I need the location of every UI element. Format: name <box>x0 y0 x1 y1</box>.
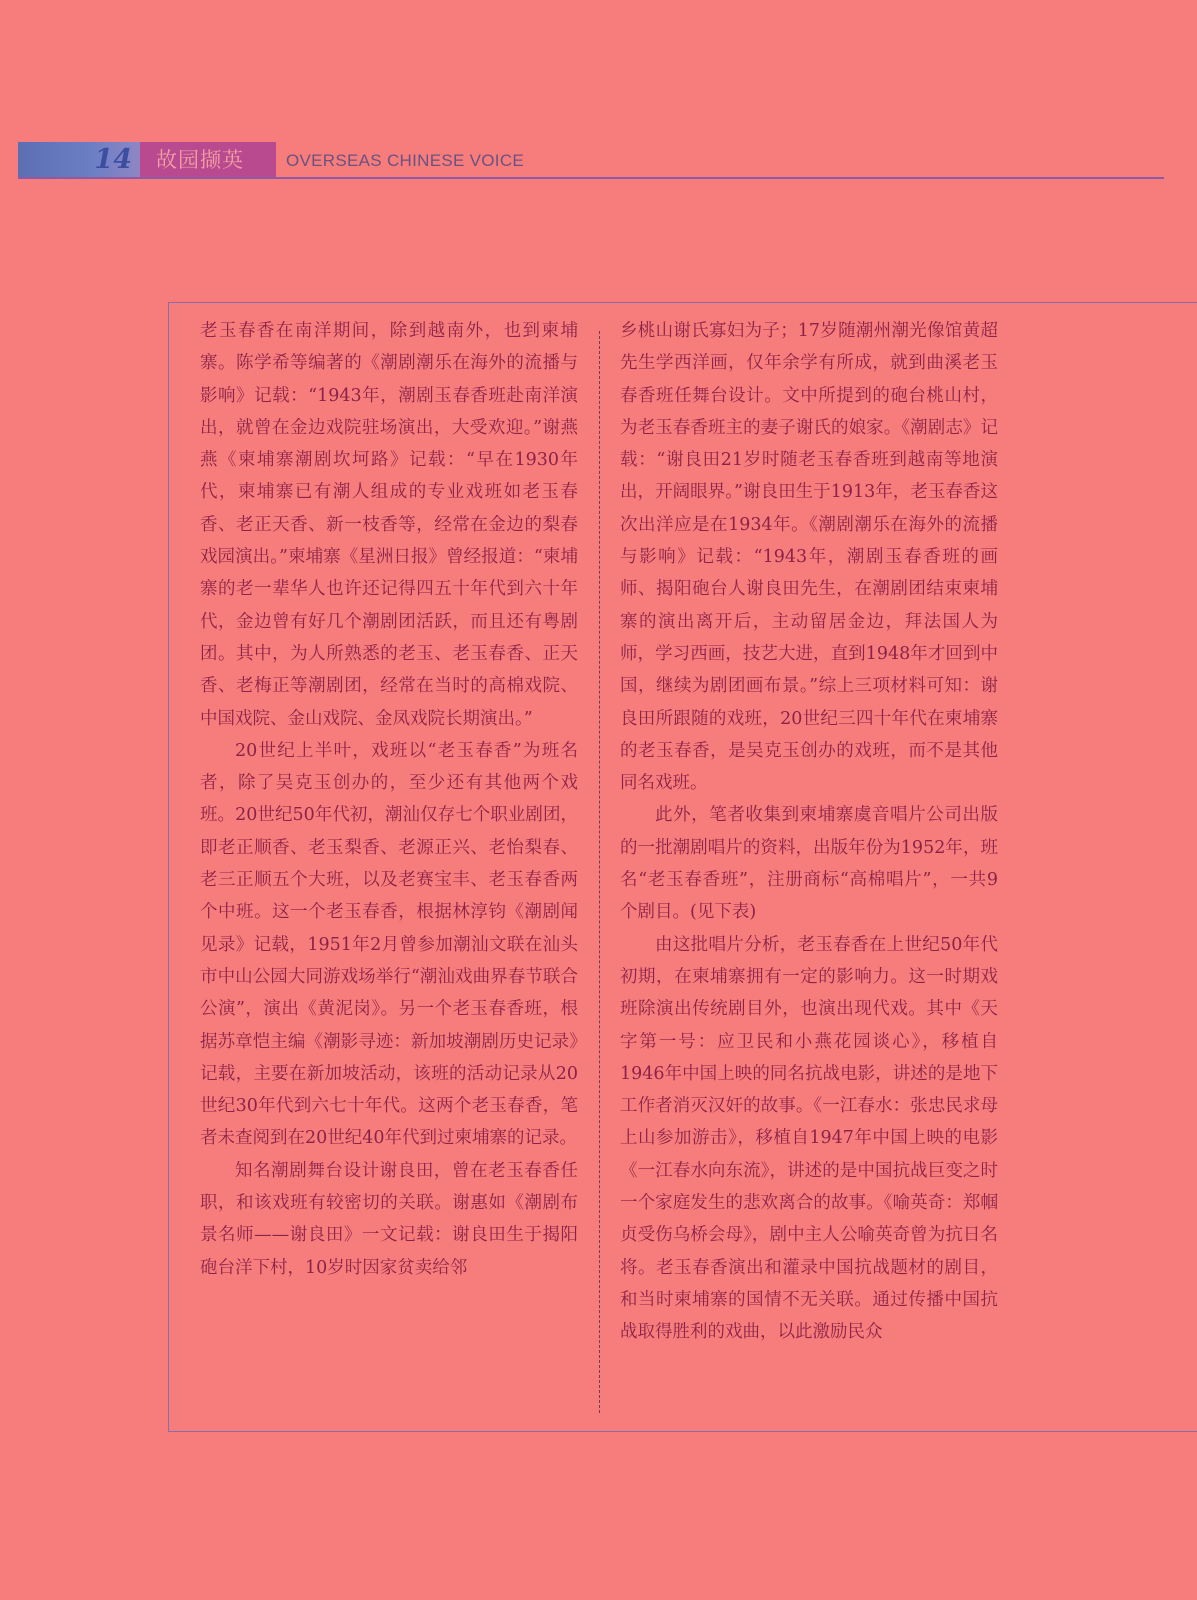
paragraph: 20世纪上半叶，戏班以“老玉春香”为班名者，除了吴克玉创办的，至少还有其他两个戏班。20世纪50年代初，潮汕仅存七个职业剧团，即老正顺香、老玉梨香、老源正兴、老怡梨春、老三正顺五个大班，以及老赛宝丰、老玉春香两个中班。这一个老玉春香，根据林淳钧《潮剧闻见录》记载，1951年2月曾参加潮汕文联在汕头市中山公园大同游戏场举行“潮汕戏曲界春节联合公演”，演出《黄泥岗》。另一个老玉春香班，根据苏章恺主编《潮影寻迹：新加坡潮剧历史记录》记载，主要在新加坡活动，该班的活动记录从20世纪30年代到六七十年代。这两个老玉春香，笔者未查阅到在20世纪40年代到过柬埔寨的记录。 <box>200 740 578 1149</box>
paragraph: 此外，笔者收集到柬埔寨虞音唱片公司出版的一批潮剧唱片的资料，出版年份为1952年，班名“老玉春香班”，注册商标“高棉唱片”，一共9个剧目。(见下表) <box>620 805 998 923</box>
left-column <box>200 315 578 1284</box>
paragraph: 知名潮剧舞台设计谢良田，曾在老玉春香任职，和该戏班有较密切的关联。谢惠如《潮剧布景名师——谢良田》一文记载：谢良田生于揭阳砲台洋下村，10岁时因家贫卖给邻 <box>200 1160 578 1278</box>
magazine-subtitle: OVERSEAS CHINESE VOICE <box>286 151 525 170</box>
paragraph: 由这批唱片分析，老玉春香在上世纪50年代初期，在柬埔寨拥有一定的影响力。这一时期戏班除演出传统剧目外，也演出现代戏。其中《天字第一号：应卫民和小燕花园谈心》，移植自1946年中国上映的同名抗战电影，讲述的是地下工作者消灭汉奸的故事。《一江春水：张忠民求母上山参加游击》，移植自1947年中国上映的电影《一江春水向东流》，讲述的是中国抗战巨变之时一个家庭发生的悲欢离合的故事。《喻英奇：郑帼贞受伤乌桥会母》，剧中主人公喻英奇曾为抗日名将。老玉春香演出和灌录中国抗战题材的剧目，和当时柬埔寨的国情不无关联。通过传播中国抗战取得胜利的戏曲，以此激励民众 <box>620 934 998 1343</box>
column-divider <box>599 331 600 1413</box>
section-name: 故园撷英 <box>140 142 276 178</box>
article-frame <box>168 302 1197 1432</box>
page-header <box>18 142 1164 178</box>
page-number: 14 <box>18 142 140 178</box>
paragraph: 老玉春香在南洋期间，除到越南外，也到柬埔寨。陈学希等编著的《潮剧潮乐在海外的流播与影响》记载：“1943年，潮剧玉春香班赴南洋演出，就曾在金边戏院驻场演出，大受欢迎。”谢燕燕《柬埔寨潮剧坎坷路》记载：“早在1930年代，柬埔寨已有潮人组成的专业戏班如老玉春香、老正天香、新一枝香等，经常在金边的梨春戏园演出。”柬埔寨《星洲日报》曾经报道：“柬埔寨的老一辈华人也许还记得四五十年代到六十年代，金边曾有好几个潮剧团活跃，而且还有粤剧团。其中，为人所熟悉的老玉、老玉春香、正天香、老梅正等潮剧团，经常在当时的高棉戏院、中国戏院、金山戏院、金凤戏院长期演出。” <box>200 321 578 729</box>
right-column <box>620 315 998 1349</box>
paragraph: 乡桃山谢氏寡妇为子；17岁随潮州潮光像馆黄超先生学西洋画，仅年余学有所成，就到曲溪老玉春香班任舞台设计。文中所提到的砲台桃山村，为老玉春香班主的妻子谢氏的娘家。《潮剧志》记载：“谢良田21岁时随老玉春香班到越南等地演出，开阔眼界。”谢良田生于1913年，老玉春香这次出洋应是在1934年。《潮剧潮乐在海外的流播与影响》记载：“1943年，潮剧玉春香班的画师、揭阳砲台人谢良田先生，在潮剧团结束柬埔寨的演出离开后，主动留居金边，拜法国人为师，学习西画，技艺大进，直到1948年才回到中国，继续为剧团画布景。”综上三项材料可知：谢良田所跟随的戏班，20世纪三四十年代在柬埔寨的老玉春香，是吴克玉创办的戏班，而不是其他同名戏班。 <box>620 321 998 794</box>
header-rule <box>18 177 1164 179</box>
